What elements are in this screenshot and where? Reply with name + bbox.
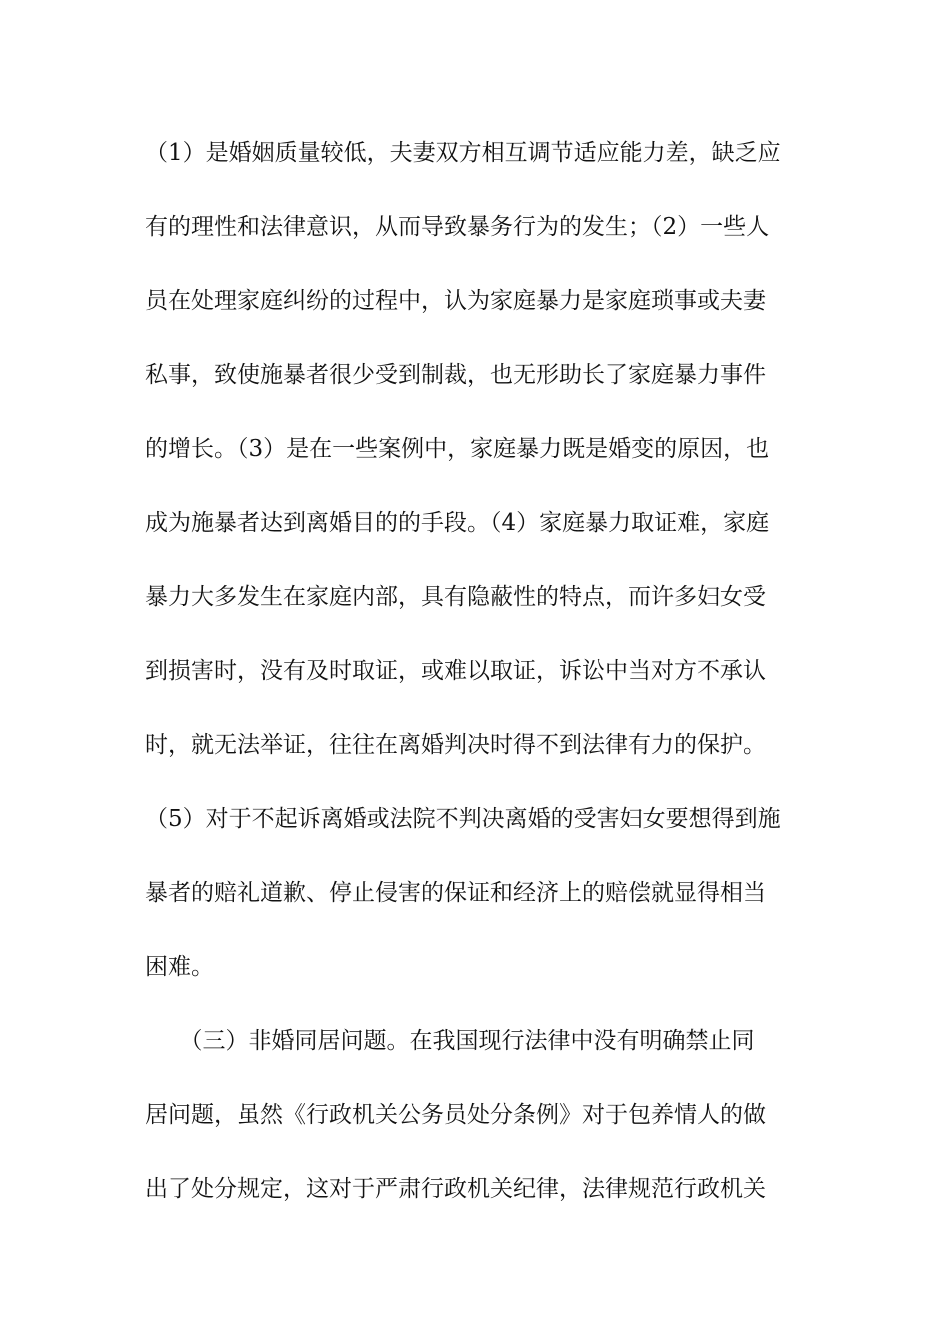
text-line: （三）非婚同居问题。在我国现行法律中没有明确禁止同 bbox=[145, 1028, 755, 1054]
text-line: 暴者的赔礼道歉、停止侵害的保证和经济上的赔偿就显得相当 bbox=[145, 880, 766, 906]
text-line: 成为施暴者达到离婚目的的手段。（4）家庭暴力取证难，家庭 bbox=[145, 510, 770, 536]
text-line: 时，就无法举证，往往在离婚判决时得不到法律有力的保护。 bbox=[145, 732, 766, 758]
text-line: 有的理性和法律意识，从而导致暴务行为的发生；（2）一些人 bbox=[145, 214, 770, 240]
body-text bbox=[145, 124, 810, 1218]
text-line: 出了处分规定，这对于严肃行政机关纪律，法律规范行政机关 bbox=[145, 1176, 766, 1202]
text-line: 居问题，虽然《行政机关公务员处分条例》对于包养情人的做 bbox=[145, 1102, 766, 1128]
text-line: （5）对于不起诉离婚或法院不判决离婚的受害妇女要想得到施 bbox=[145, 806, 781, 832]
text-line: 到损害时，没有及时取证，或难以取证，诉讼中当对方不承认 bbox=[145, 658, 766, 684]
text-line: （1）是婚姻质量较低，夫妻双方相互调节适应能力差，缺乏应 bbox=[145, 140, 781, 166]
text-line: 员在处理家庭纠纷的过程中，认为家庭暴力是家庭琐事或夫妻 bbox=[145, 288, 766, 314]
text-line: 私事，致使施暴者很少受到制裁，也无形助长了家庭暴力事件 bbox=[145, 362, 766, 388]
text-line: 困难。 bbox=[145, 954, 214, 980]
text-line: 暴力大多发生在家庭内部，具有隐蔽性的特点，而许多妇女受 bbox=[145, 584, 766, 610]
text-line: 的增长。（3）是在一些案例中，家庭暴力既是婚变的原因，也 bbox=[145, 436, 770, 462]
